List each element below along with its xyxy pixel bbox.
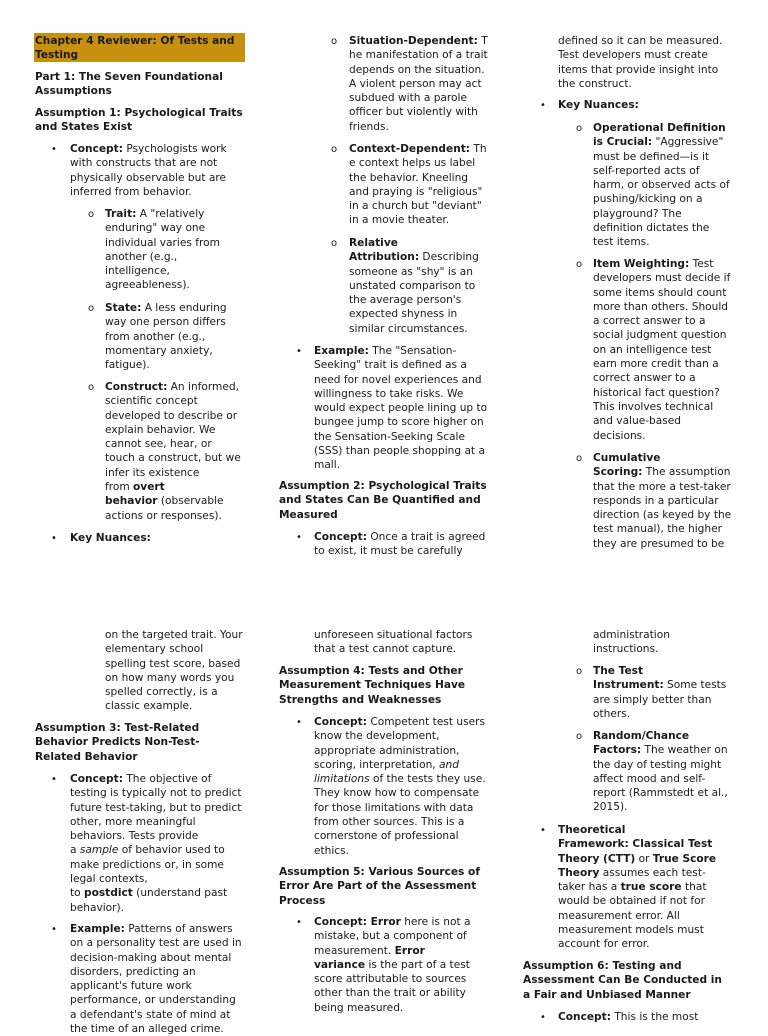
circle-bullet-icon: o	[576, 666, 583, 677]
circle-bullet-icon: o	[576, 123, 583, 134]
a2-item-weighting: Item Weighting: Test developers must decide if some items should count more than others. Should a correct answer to a social judgment question on an intelligence test earn more credit than a correct answer to a historical fact question? This involves technical and value-based decisions.	[593, 258, 731, 442]
a1-situation-dependent: Situation-Dependent: T he manifestation of a trait depends on the situation. A violent person may act subdued with a parole officer but violently with friends.	[349, 35, 488, 133]
circle-bullet-icon: o	[576, 731, 583, 742]
a2-cumulative-continued: on the targeted trait. Your elementary school spelling test score, based on how many words you spelled correctly, is a classic example.	[105, 629, 243, 713]
circle-bullet-icon: o	[576, 259, 583, 270]
a4-concept: Concept: Competent test users know the development, appropriate administration, scoring, interpretation, and limitations of the tests they use. They know how to compensate for those limitations with data from other sources. This is a cornerstone of professional ethics.	[314, 716, 486, 857]
circle-bullet-icon: o	[331, 36, 338, 47]
circle-bullet-icon: o	[88, 209, 95, 220]
bullet-icon: •	[51, 144, 57, 155]
a5-theoretical-framework: Theoretical Framework: Classical Test Theory (CTT) or True Score Theory assumes each test- taker has a true score that would be obtained if not for measurement error. All measurement models must account for error.	[558, 824, 717, 951]
bullet-icon: •	[540, 1012, 546, 1023]
a2-operational-definition: Operational Definition is Crucial: "Aggressive" must be defined—is it self-reported acts of harm, or observed acts of pushing/kicking on a playground? The definition dictates the test items.	[593, 122, 730, 249]
part-heading: Part 1: The Seven Foundational Assumptions	[35, 71, 223, 98]
bullet-icon: •	[51, 774, 57, 785]
bullet-icon: •	[540, 825, 546, 836]
bullet-icon: •	[540, 100, 546, 111]
a1-example: Example: The "Sensation- Seeking" trait is defined as a need for novel experiences and willingness to take risks. We would expect people lining up to bungee jump to score higher on the Sensation-Seeking Scale (SSS) than people shopping at a mall.	[314, 345, 488, 472]
a2-cumulative-scoring: Cumulative Scoring: The assumption that the more a test-taker responds in a particular direction (as keyed by the test manual), the higher they are presumed to be	[593, 452, 732, 550]
chapter-title: Chapter 4 Reviewer: Of Tests and Testing	[35, 35, 235, 62]
circle-bullet-icon: o	[88, 303, 95, 314]
a1-state: State: A less enduring way one person differs from another (e.g., momentary anxiety, fatigue).	[105, 302, 227, 372]
bullet-icon: •	[51, 533, 57, 544]
assumption-6-heading: Assumption 6: Testing and Assessment Can Be Conducted in a Fair and Unbiased Manner	[523, 960, 722, 1001]
a5-random-chance: Random/Chance Factors: The weather on the day of testing might affect mood and self- report (Rammstedt et al., 2015).	[593, 730, 728, 814]
a3-example: Example: Patterns of answers on a personality test are used in decision-making about mental disorders, predicting an applicant's future work performance, or understanding a defendant's state of mind at the time of an alleged crime.	[70, 923, 242, 1036]
bullet-icon: •	[296, 346, 302, 357]
bullet-icon: •	[296, 532, 302, 543]
bullet-icon: •	[51, 924, 57, 935]
a3-concept: Concept: The objective of testing is typically not to predict future test-taking, but to predict other, more meaningful behaviors. Tests provide a sample of behavior used to make predictions or, in some legal contexts, to postdict (understand past behavior).	[70, 773, 242, 914]
a1-construct: Construct: An informed, scientific concept developed to describe or explain behavior. We cannot see, hear, or touch a construct, but we infer its existence from overt behavior (observable actions or responses).	[105, 381, 241, 522]
assumption-4-heading: Assumption 4: Tests and Other Measurement Techniques Have Strengths and Weaknesses	[279, 665, 466, 706]
a2-concept-continued: defined so it can be measured. Test developers must create items that provide insight into the construct.	[558, 35, 723, 90]
bullet-icon: •	[296, 917, 302, 928]
circle-bullet-icon: o	[88, 382, 95, 393]
circle-bullet-icon: o	[576, 453, 583, 464]
a2-concept: Concept: Once a trait is agreed to exist, it must be carefully	[314, 531, 486, 558]
circle-bullet-icon: o	[331, 144, 338, 155]
a1-key-nuances: Key Nuances:	[70, 532, 151, 544]
bullet-icon: •	[296, 717, 302, 728]
assumption-5-heading: Assumption 5: Various Sources of Error Are Part of the Assessment Process	[279, 866, 480, 907]
a1-context-dependent: Context-Dependent: Th e context helps us label the behavior. Kneeling and praying is "religious" in a church but "deviant" in a movie theater.	[349, 143, 487, 227]
a5-test-instrument: The Test Instrument: Some tests are simply better than others.	[593, 665, 727, 720]
a6-concept: Concept: This is the most	[558, 1011, 699, 1023]
a5-concept: Concept: Error here is not a mistake, but a component of measurement. Error variance is the part of a test score attributable to sources other than the trait or ability being measured.	[314, 916, 471, 1014]
administration-instructions-text: administration instructions.	[593, 629, 670, 656]
assumption-2-heading: Assumption 2: Psychological Traits and States Can Be Quantified and Measured	[279, 480, 487, 521]
a2-key-nuances: Key Nuances:	[558, 99, 639, 111]
circle-bullet-icon: o	[331, 238, 338, 249]
a1-trait: Trait: A "relatively enduring" way one individual varies from another (e.g., intelligence, agreeableness).	[105, 208, 220, 292]
assumption-3-heading: Assumption 3: Test-Related Behavior Predicts Non-Test- Related Behavior	[35, 722, 200, 763]
a1-concept: Concept: Psychologists work with constructs that are not physically observable but are inferred from behavior.	[70, 143, 227, 198]
assumption-1-heading: Assumption 1: Psychological Traits and States Exist	[35, 107, 243, 134]
unforeseen-factors-text: unforeseen situational factors that a test cannot capture.	[314, 629, 473, 656]
a1-relative-attribution: Relative Attribution: Describing someone as "shy" is an unstated comparison to the average person's expected shyness in similar circumstances.	[349, 237, 479, 335]
